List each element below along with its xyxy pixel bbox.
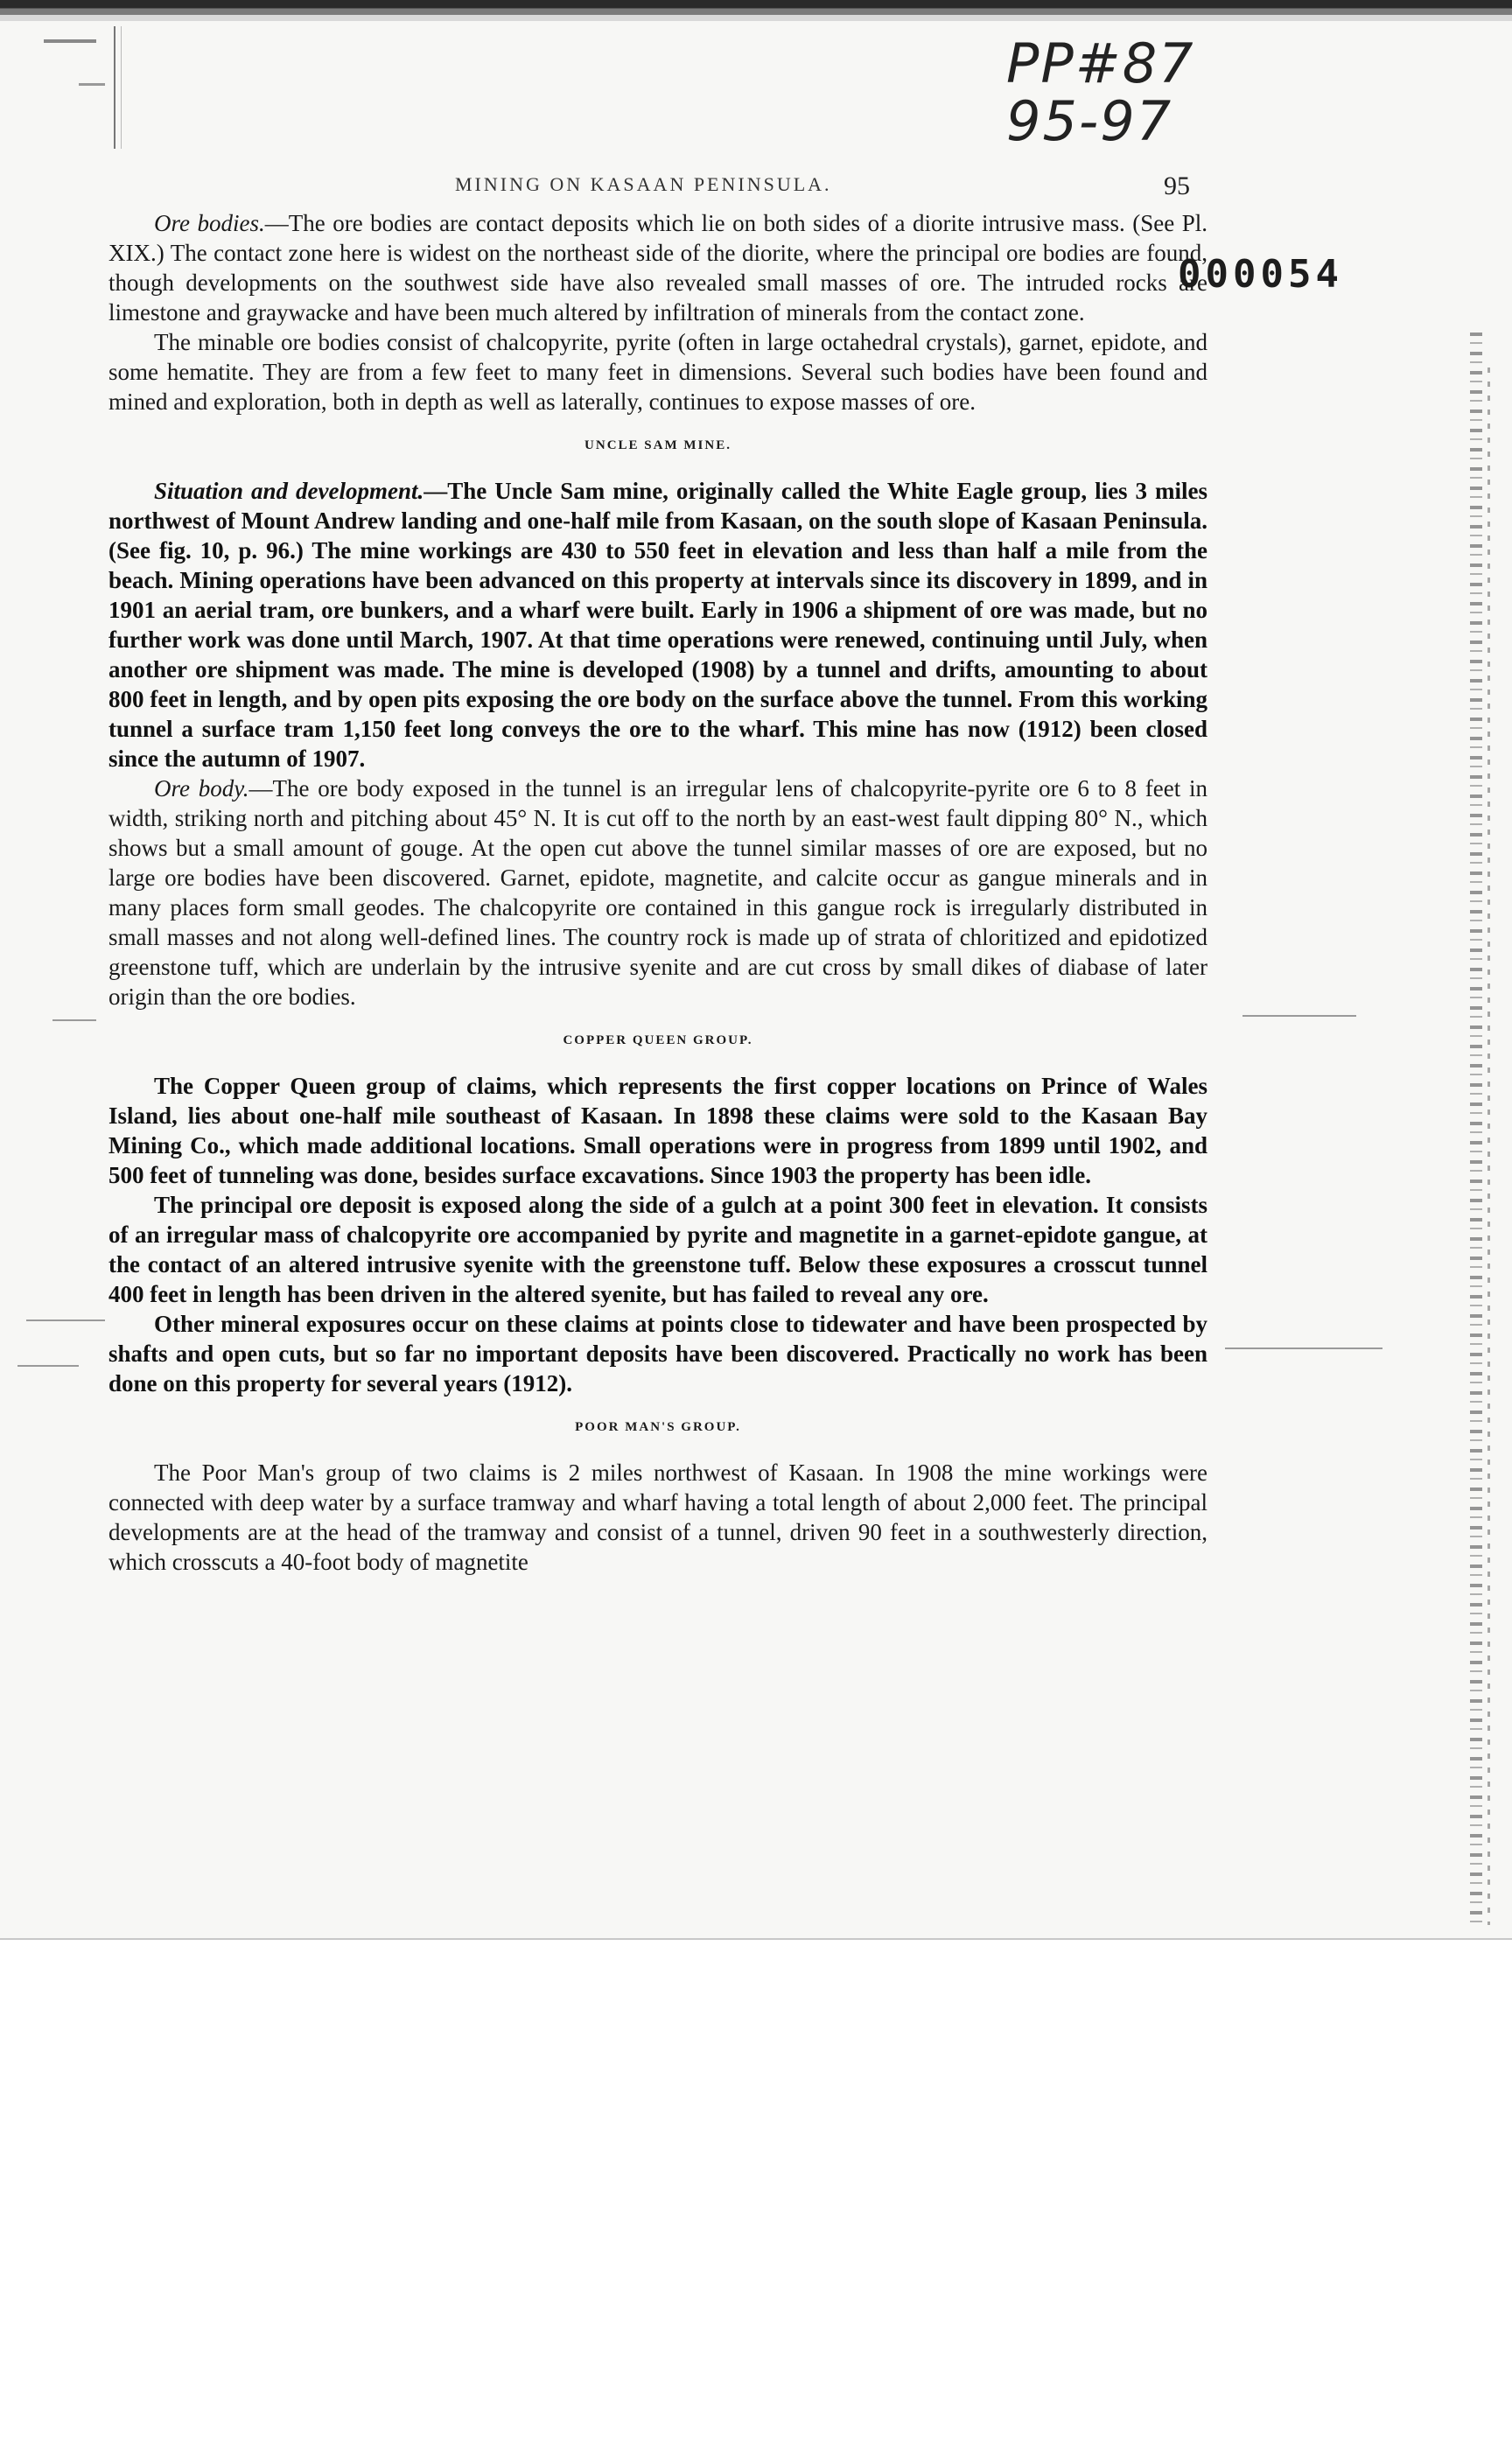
handwritten-line: PP#87	[1006, 32, 1195, 95]
section-heading: COPPER QUEEN GROUP.	[563, 1033, 753, 1047]
paragraph-lead: Ore bodies.	[154, 210, 265, 236]
paragraph-text: The minable ore bodies consist of chalcopyrite, pyrite (often in large octahedral crystals), garnet, epidote, and some hematite. They are from a few feet to many feet in dimensions. Several such bodies have been found and mined and exploration, both in depth as well as laterally, continues to expose masses of ore.	[108, 329, 1208, 415]
paragraph-text: Other mineral exposures occur on these claims at points close to tidewater and have been prospected by shafts and open cuts, but so far no important deposits have been discovered. Practically no work has been done on this property for several years (1912).	[108, 1311, 1208, 1396]
paragraph	[108, 1309, 1208, 1398]
scan-right-edge	[1470, 332, 1482, 1925]
page-number: 95	[1164, 172, 1190, 200]
handwritten-note	[1006, 32, 1234, 153]
paragraph-lead: Situation and development.	[154, 478, 424, 504]
paragraph	[108, 208, 1208, 327]
paragraph	[108, 1071, 1208, 1190]
blank-area	[0, 1940, 1512, 2450]
page-body	[108, 208, 1208, 1577]
running-head: MINING ON KASAAN PENINSULA.	[455, 173, 832, 195]
paragraph	[108, 327, 1208, 416]
section-heading: UNCLE SAM MINE.	[584, 438, 732, 452]
scan-left-edge	[114, 26, 122, 149]
paragraph-text: —The ore bodies are contact deposits which lie on both sides of a diorite intrusive mass. (See Pl. XIX.) The contact zone here is widest on the northeast side of the diorite, where the principal ore bodies are found, though developments on the southwest side have also revealed small masses of ore. The intruded rocks are limestone and graywacke and have been much altered by infiltration of minerals from the contact zone.	[108, 210, 1208, 326]
paragraph-text: —The ore body exposed in the tunnel is an irregular lens of chalcopyrite-pyrite ore 6 to 8 feet in width, striking north and pitching about 45° N. It is cut off to the north by an east-west fault dipping 80° N., which shows but a small amount of gouge. At the open cut above the tunnel similar masses of ore are exposed, but no large ore bodies have been discovered. Garnet, epidote, magnetite, and calcite occur as gangue minerals and in many places form small geodes. The chalcopyrite ore contained in this gangue rock is irregularly distributed in small masses and not along well-defined lines. The country rock is made up of strata of chloritized and epidotized greenstone tuff, which are underlain by the intrusive syenite and are cut cross by small dikes of diabase of later origin than the ore bodies.	[108, 775, 1208, 1010]
paragraph-text: —The Uncle Sam mine, originally called the White Eagle group, lies 3 miles northwest of Mount Andrew landing and one-half mile from Kasaan, on the south slope of Kasaan Peninsula. (See fig. 10, p. 96.) The mine workings are 430 to 550 feet in elevation and less than half a mile from the beach. Mining operations have been advanced on this property at intervals since its discovery in 1899, and in 1901 an aerial tram, ore bunkers, and a wharf were built. Early in 1906 a shipment of ore was made, but no further work was done until March, 1907. At that time operations were renewed, continuing until July, when another ore shipment was made. The mine is developed (1908) by a tunnel and drifts, amounting to about 800 feet in length, and by open pits exposing the ore body on the surface above the tunnel. From this working tunnel a surface tram 1,150 feet long conveys the ore to the wharf. This mine has now (1912) been closed since the autumn of 1907.	[108, 478, 1208, 772]
scan-artifact	[26, 1320, 105, 1321]
paragraph	[108, 1458, 1208, 1577]
paragraph	[108, 774, 1208, 1012]
scan-smudge	[44, 39, 96, 43]
handwritten-line: 95-97	[1006, 89, 1173, 153]
scan-artifact	[18, 1365, 79, 1367]
scan-artifact	[1242, 1015, 1356, 1017]
stamp-number: 000054	[1178, 252, 1343, 297]
scan-smudge	[79, 83, 105, 86]
scan-right-edge	[1488, 368, 1490, 1925]
paragraph-lead: Ore body.	[154, 775, 249, 802]
scan-top-edge	[0, 0, 1512, 21]
paragraph-text: The Copper Queen group of claims, which represents the first copper locations on Prince of Wales Island, lies about one-half mile southeast of Kasaan. In 1898 these claims were sold to the Kasaan Bay Mining Co., which made additional locations. Small operations were in progress from 1899 until 1902, and 500 feet of tunneling was done, besides surface excavations. Since 1903 the property has been idle.	[108, 1073, 1208, 1188]
paragraph	[108, 1190, 1208, 1309]
paragraph-text: The Poor Man's group of two claims is 2 miles northwest of Kasaan. In 1908 the mine workings were connected with deep water by a surface tramway and wharf having a total length of about 2,000 feet. The principal developments are at the head of the tramway and consist of a tunnel, driven 90 feet in a southwesterly direction, which crosscuts a 40-foot body of magnetite	[108, 1460, 1208, 1575]
section-heading: POOR MAN'S GROUP.	[575, 1420, 741, 1434]
scan-artifact	[52, 1019, 96, 1021]
paragraph-text: The principal ore deposit is exposed along the side of a gulch at a point 300 feet in elevation. It consists of an irregular mass of chalcopyrite ore accompanied by pyrite and magnetite in a garnet-epidote gangue, at the contact of an altered intrusive syenite with the greenstone tuff. Below these exposures a crosscut tunnel 400 feet in length has been driven in the altered syenite, but has failed to reveal any ore.	[108, 1192, 1208, 1307]
paragraph	[108, 476, 1208, 774]
scan-artifact	[1225, 1348, 1382, 1349]
